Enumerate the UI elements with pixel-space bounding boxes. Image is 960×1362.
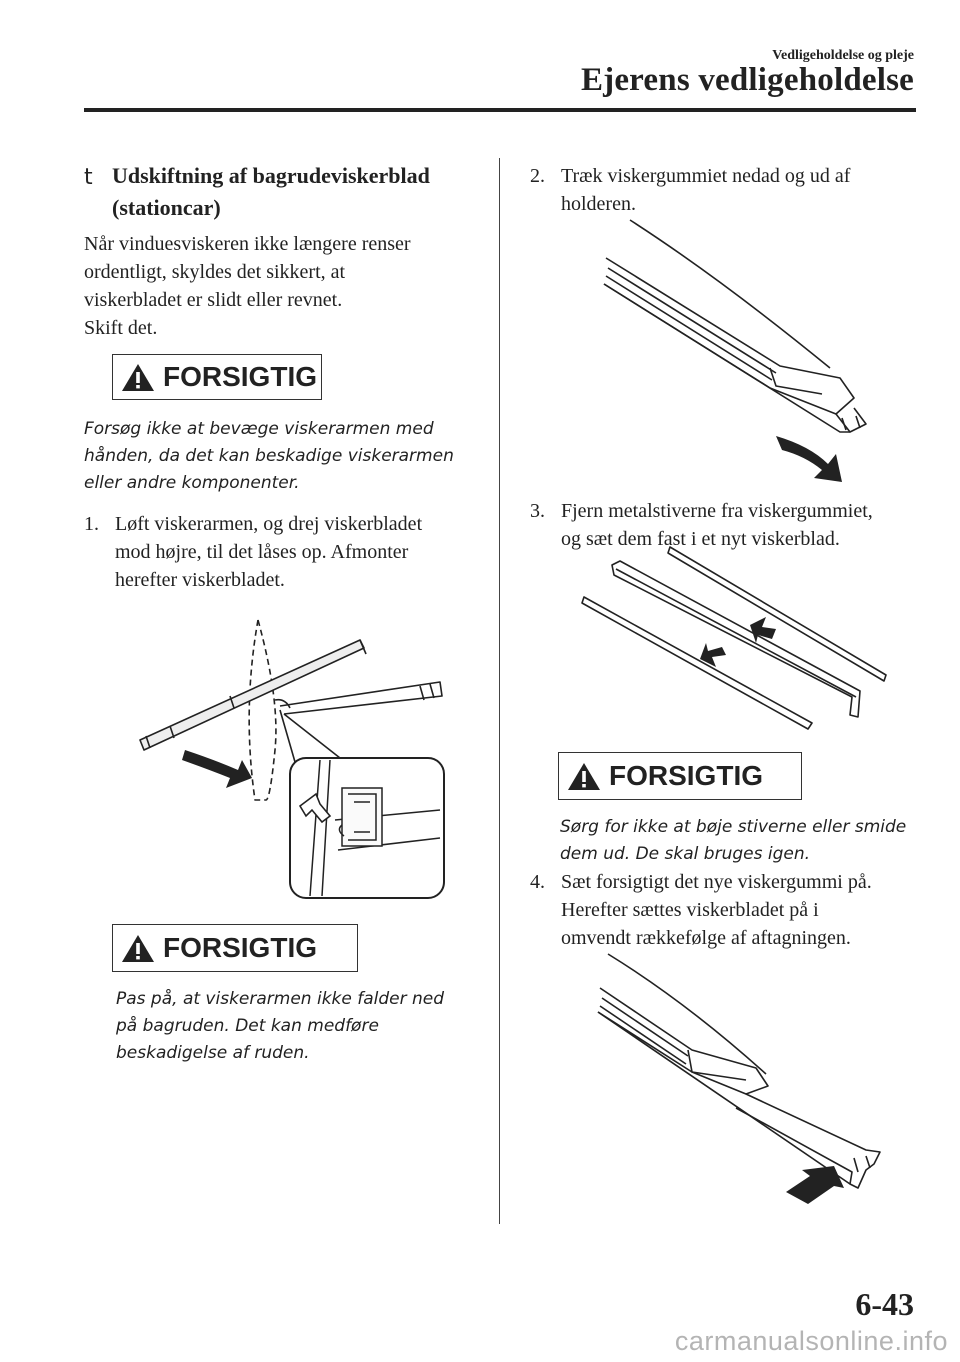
caution-label: FORSIGTIG — [609, 760, 763, 791]
caution-line: eller andre komponenter. — [84, 473, 300, 493]
caution-line: beskadigelse af ruden. — [116, 1043, 310, 1063]
step-number: 2. — [530, 165, 545, 187]
warning-icon — [121, 362, 155, 392]
step-item — [530, 868, 940, 952]
intro-line: Når vinduesviskeren ikke længere renser — [84, 233, 411, 255]
caution-line: på bagruden. Det kan medføre — [116, 1016, 379, 1036]
step-item — [84, 510, 494, 594]
caution-text — [84, 416, 484, 497]
step-line: Herefter sættes viskerbladet på i — [561, 899, 819, 921]
step-number: 1. — [84, 513, 99, 535]
step-number: 4. — [530, 871, 545, 893]
caution-box — [112, 924, 358, 972]
section-heading — [112, 160, 482, 224]
intro-paragraph — [84, 230, 484, 342]
wiper-removal-figure — [130, 610, 460, 900]
step-item — [530, 162, 930, 218]
install-rubber-figure — [596, 952, 886, 1216]
caution-line: Sørg for ikke at bøje stiverne eller smide — [560, 817, 907, 837]
chapter-title: Ejerens vedligeholdelse — [580, 62, 914, 98]
watermark: carmanualsonline.info — [674, 1326, 948, 1356]
caution-line: Forsøg ikke at bevæge viskerarmen med — [84, 419, 434, 439]
warning-icon — [121, 933, 155, 963]
step-line: Fjern metalstiverne fra viskergummiet, — [561, 500, 873, 522]
column-divider — [499, 158, 500, 1224]
section-label: Vedligeholdelse og pleje — [772, 48, 914, 63]
intro-line: viskerbladet er slidt eller revnet. — [84, 289, 343, 311]
step-line: mod højre, til det låses op. Afmonter — [115, 541, 409, 563]
caution-text — [116, 986, 486, 1067]
caution-line: hånden, da det kan beskadige viskerarmen — [84, 446, 454, 466]
intro-line: ordentligt, skyldes det sikkert, at — [84, 261, 346, 283]
caution-box — [558, 752, 802, 800]
pull-rubber-figure — [600, 218, 880, 486]
step-number: 3. — [530, 500, 545, 522]
caution-label: FORSIGTIG — [163, 932, 317, 963]
page-number: 6-43 — [855, 1286, 914, 1322]
section-bullet: t — [84, 165, 93, 190]
warning-icon — [567, 761, 601, 791]
caution-label: FORSIGTIG — [163, 361, 317, 392]
step-line: Sæt forsigtigt det nye viskergummi på. — [561, 871, 872, 893]
step-line: Træk viskergummiet nedad og ud af — [561, 165, 851, 187]
step-line: Løft viskerarmen, og drej viskerbladet — [115, 513, 423, 535]
section-heading-line: (stationcar) — [112, 195, 221, 220]
caution-line: dem ud. De skal bruges igen. — [560, 844, 811, 864]
step-line: omvendt rækkefølge af aftagningen. — [561, 927, 851, 949]
section-heading-line: Udskiftning af bagrudeviskerblad — [112, 163, 430, 188]
caution-text — [560, 814, 940, 868]
caution-box — [112, 354, 322, 400]
header-rule — [84, 108, 916, 112]
step-line: og sæt dem fast i et nyt viskerblad. — [561, 528, 840, 550]
intro-line: Skift det. — [84, 317, 158, 339]
step-line: holderen. — [561, 193, 636, 215]
step-line: herefter viskerbladet. — [115, 569, 285, 591]
metal-strips-figure — [580, 545, 890, 730]
caution-line: Pas på, at viskerarmen ikke falder ned — [116, 989, 445, 1009]
